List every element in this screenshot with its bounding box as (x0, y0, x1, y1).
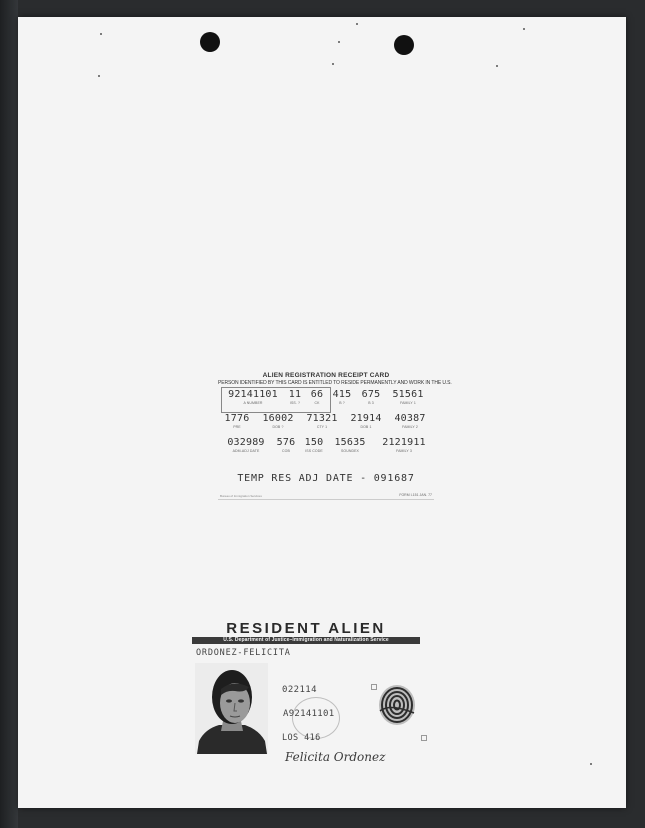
field-value: 415 (332, 389, 352, 400)
field-label: ADM-ADJ DATE (232, 449, 260, 453)
signature-text: Felicita Ordonez (285, 750, 386, 764)
receipt-field (274, 437, 298, 453)
punch-hole-left (200, 32, 220, 52)
field-value: 150 (304, 437, 324, 448)
receipt-footer-text: Bureau of Immigration Services (220, 494, 262, 498)
receipt-field (378, 437, 430, 453)
speck (100, 33, 102, 35)
speck (590, 763, 592, 765)
field-label: ISS CODE (305, 449, 323, 453)
field-label: FAMILY 3 (396, 449, 412, 453)
field-label: FAMILY 2 (402, 425, 418, 429)
corner-mark (371, 684, 377, 690)
receipt-row-3 (218, 437, 434, 459)
portrait-graphic (195, 663, 268, 754)
field-value: 66 (310, 389, 324, 400)
field-label: B ? (339, 401, 345, 405)
alien-registration-receipt-card (218, 369, 452, 509)
card-number: 022114 (282, 685, 317, 695)
field-label: ISS. ? (289, 401, 301, 405)
signature (283, 741, 393, 771)
field-label: A NUMBER (243, 401, 263, 405)
holder-name: ORDONEZ-FELICITA (196, 648, 291, 658)
receipt-field (346, 413, 386, 429)
field-value: 40387 (394, 413, 426, 424)
receipt-bottom-rule (218, 499, 434, 500)
field-value: 21914 (350, 413, 382, 424)
field-label: B 3 (368, 401, 374, 405)
receipt-row-2 (218, 413, 434, 435)
receipt-field (308, 389, 326, 405)
temp-res-adj-date: TEMP RES ADJ DATE - 091687 (237, 473, 415, 484)
ins-banner: U.S. Department of Justice–Immigration and Naturalization Service (192, 637, 420, 644)
field-label: FAMILY 1 (400, 401, 416, 405)
receipt-field (222, 389, 284, 405)
form-number: FORM I-151 JAN. 77 (399, 493, 432, 497)
field-label: DOB 1 (360, 425, 372, 429)
receipt-field (390, 413, 430, 429)
field-label: CTY 1 (316, 425, 328, 429)
field-value: 675 (361, 389, 381, 400)
receipt-field (258, 413, 298, 429)
receipt-field (330, 389, 354, 405)
speck (523, 28, 525, 30)
receipt-field (302, 437, 326, 453)
resident-alien-card (190, 619, 422, 764)
receipt-field (222, 437, 270, 453)
receipt-card-title: ALIEN REGISTRATION RECEIPT CARD (262, 372, 390, 379)
speck (496, 65, 498, 67)
field-value: 15635 (334, 437, 366, 448)
receipt-field (358, 389, 384, 405)
receipt-field (302, 413, 342, 429)
receipt-field (330, 437, 370, 453)
portrait-photo (195, 663, 268, 754)
field-value: 11 (288, 389, 302, 400)
field-value: 2121911 (382, 437, 426, 448)
fingerprint-icon (376, 683, 418, 727)
field-value: 576 (276, 437, 296, 448)
field-value: 1776 (224, 413, 250, 424)
field-value: 71321 (306, 413, 338, 424)
receipt-field (388, 389, 428, 405)
receipt-row-1 (218, 389, 434, 411)
receipt-card-subtitle: PERSON IDENTIFIED BY THIS CARD IS ENTITLED TO RESIDE PERMANENTLY AND WORK IN THE U.S. (218, 380, 452, 386)
corner-mark (421, 735, 427, 741)
field-value: 92141101 (228, 389, 278, 400)
speck (332, 63, 334, 65)
field-label: COB (282, 449, 290, 453)
speck (98, 75, 100, 77)
field-label: SOUNDEX (340, 449, 359, 453)
issuing-office: LOS 416 (282, 733, 321, 743)
field-label: DOB ? (272, 425, 284, 429)
speck (356, 23, 358, 25)
field-label: PRE (233, 425, 241, 429)
alien-number: A92141101 (283, 709, 335, 719)
punch-hole-right (394, 35, 414, 55)
resident-alien-title: RESIDENT ALIEN (226, 620, 386, 637)
field-value: 16002 (262, 413, 294, 424)
field-label: CK (314, 401, 320, 405)
scanned-page (18, 17, 626, 808)
receipt-field (286, 389, 304, 405)
scanner-backdrop (0, 0, 18, 828)
receipt-field (222, 413, 252, 429)
field-value: 51561 (392, 389, 424, 400)
speck (338, 41, 340, 43)
field-value: 032989 (227, 437, 265, 448)
